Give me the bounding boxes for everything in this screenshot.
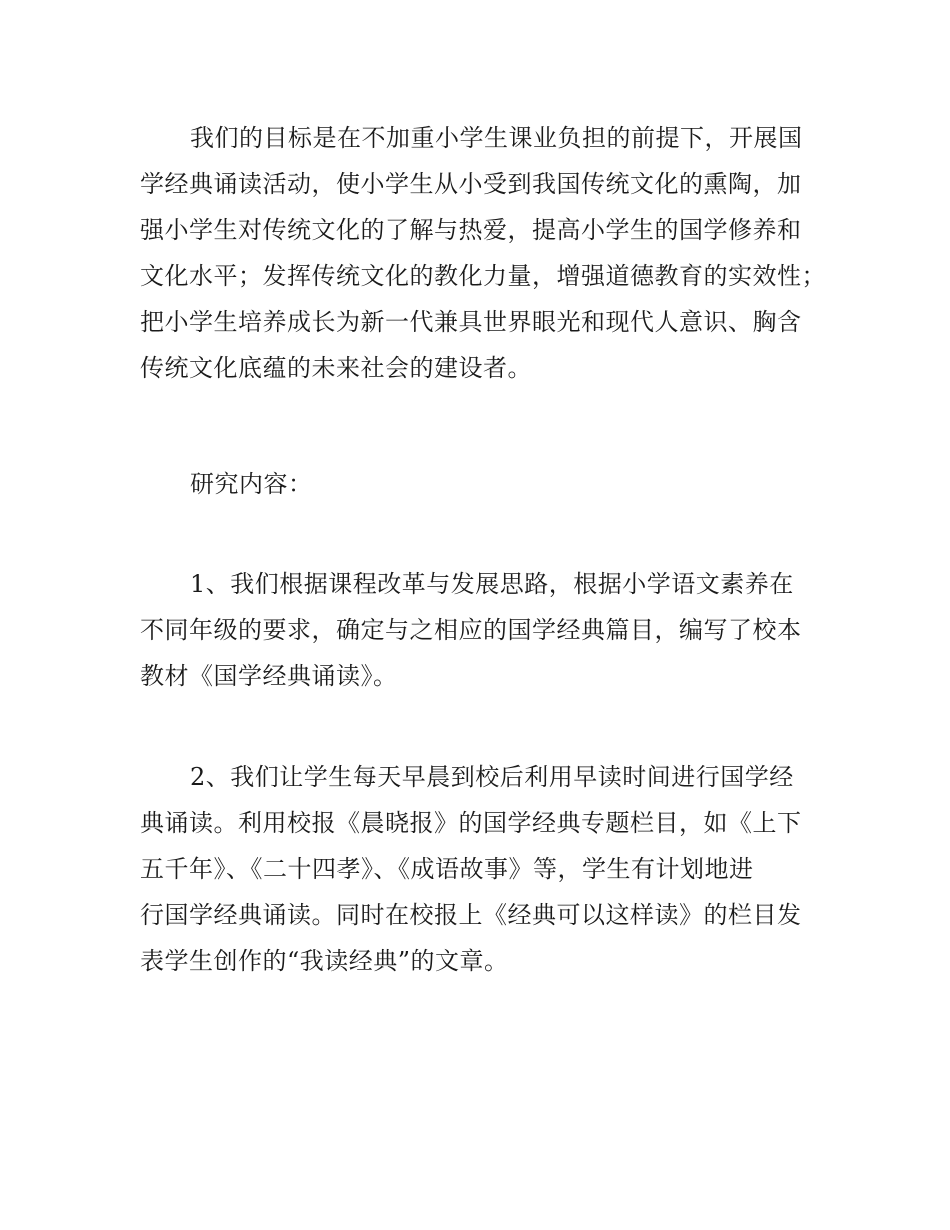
paragraph-line: 不同年级的要求，确定与之相应的国学经典篇目，编写了校本 [140,616,802,644]
paragraph-line: 把小学生培养成长为新一代兼具世界眼光和现代人意识、胸含 [140,308,802,336]
paragraph-line: 传统文化底蕴的未来社会的建设者。 [140,354,532,382]
paragraph-line: 我们的目标是在不加重小学生课业负担的前提下，开展国 [190,124,803,152]
paragraph-line: 表学生创作的“我读经典”的文章。 [140,947,509,975]
paragraph-line: 1、我们根据课程改革与发展思路，根据小学语文素养在 [190,570,794,598]
paragraph-line: 2、我们让学生每天早晨到校后利用早读时间进行国学经 [190,763,794,791]
paragraph-item-1 [140,561,820,699]
paragraph-line: 强小学生对传统文化的了解与热爱，提高小学生的国学修养和 [140,216,802,244]
paragraph-goals [140,115,826,391]
paragraph-line: 学经典诵读活动，使小学生从小受到我国传统文化的熏陶，加 [140,170,802,198]
paragraph-item-2 [140,754,820,984]
paragraph-line: 典诵读。利用校报《晨晓报》的国学经典专题栏目，如《上下 [140,809,802,837]
section-heading: 研究内容： [190,470,313,498]
paragraph-line: 文化水平；发挥传统文化的教化力量，增强道德教育的实效性； [140,262,826,290]
paragraph-line: 行国学经典诵读。同时在校报上《经典可以这样读》的栏目发 [140,901,802,929]
section-heading-research-content [140,461,820,507]
paragraph-line: 教材《国学经典诵读》。 [140,662,398,690]
paragraph-line: 五千年》、《二十四孝》、《成语故事》等，学生有计划地进 [140,855,754,883]
